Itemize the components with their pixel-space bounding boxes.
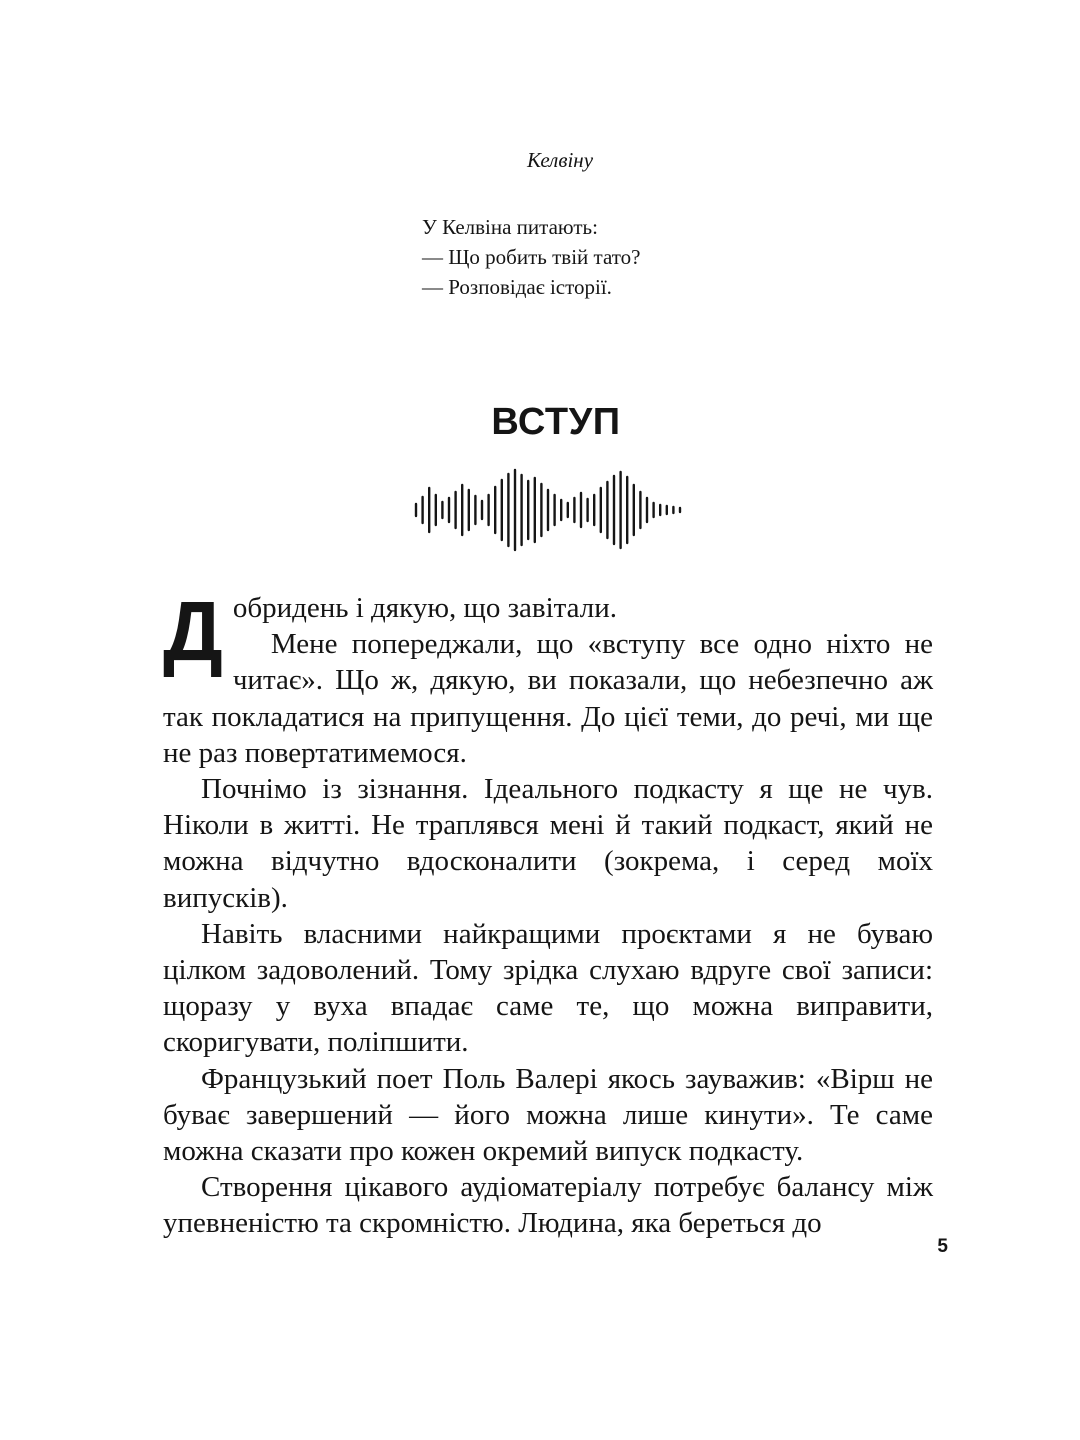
- epigraph-line: — Розповідає історії.: [422, 275, 612, 299]
- paragraph: Створення цікавого аудіоматеріалу потребує балансу між упевненістю та скромністю. Людина, яка береться до: [163, 1171, 933, 1240]
- paragraph: [163, 584, 933, 678]
- paragraph: Французький поет Поль Валері якось зауважив: «Вірш не буває завершений — його можна лише кинути». Те саме можна сказати про кожен окремий випуск подкасту.: [163, 1062, 933, 1168]
- paragraph-text: обридень і дякую, що завітали.: [232, 592, 618, 624]
- page-number: 5: [937, 1236, 948, 1257]
- epigraph-line: У Келвіна питають:: [422, 215, 598, 239]
- sound-waveform-icon: [410, 468, 690, 552]
- paragraph: Навіть власними найкращими проєктами я не буваю цілком задоволений. Тому зрідка слухаю вдруге свої записи: щоразу у вуха впадає саме те, що можна виправити, скоригувати, поліпшити.: [163, 917, 933, 1059]
- drop-cap: Д: [163, 584, 223, 678]
- paragraph: Мене попереджали, що «вступу все одно ніхто не читає». Що ж, дякую, ви показали, що небезпечно аж так покладатися на припущення. До цієї теми, до речі, ми ще не раз повертатимемося.: [163, 628, 933, 769]
- epigraph-line: — Що робить твій тато?: [422, 245, 641, 269]
- dedication-to: Келвіну: [526, 148, 594, 172]
- epigraph: [422, 212, 640, 302]
- body-text: [163, 584, 933, 1242]
- paragraph: Почнімо із зізнання. Ідеального подкасту я ще не чув. Ніколи в житті. Не траплявся мені й такий подкаст, який не можна відчутно вдосконалити (зокрема, і серед моїх випусків).: [163, 773, 933, 914]
- chapter-title: ВСТУП: [491, 401, 621, 443]
